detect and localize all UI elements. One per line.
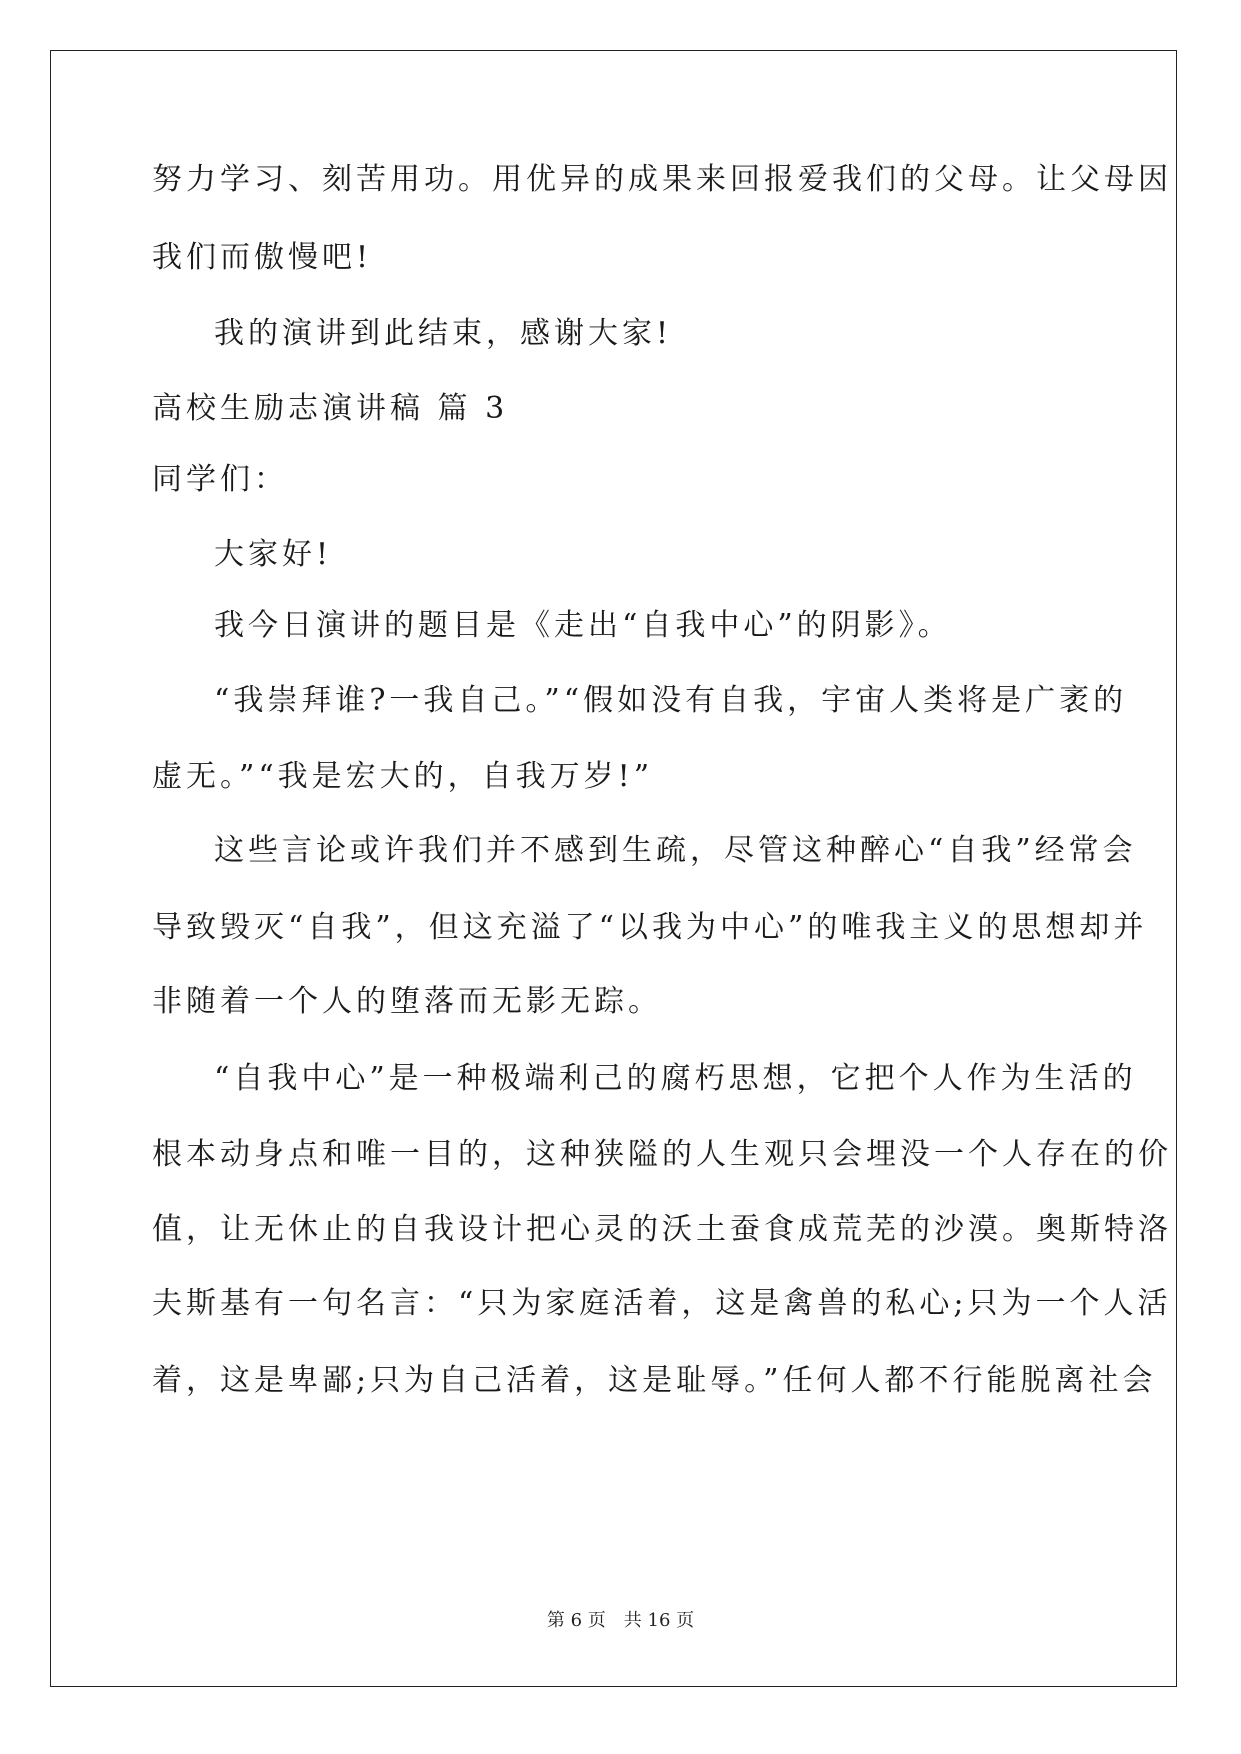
text-line-9: 虚无。”“我是宏大的，自我万岁!”: [152, 759, 654, 794]
text-line-16: 夫斯基有一句名言：“只为家庭活着，这是禽兽的私心;只为一个人活: [152, 1286, 1172, 1321]
text-line-5: 同学们：: [152, 462, 288, 497]
page-number: 第 6 页: [546, 1610, 606, 1631]
text-line-1: 努力学习、刻苦用功。用优异的成果来回报爱我们的父母。让父母因: [152, 162, 1172, 197]
text-line-8: “我崇拜谁?一我自己。”“假如没有自我，宇宙人类将是广袤的: [214, 683, 1128, 718]
text-line-12: 非随着一个人的堕落而无影无踪。: [152, 984, 662, 1019]
text-line-13: “自我中心”是一种极端利己的腐朽思想，它把个人作为生活的: [214, 1061, 1137, 1096]
text-line-7: 我今日演讲的题目是《走出“自我中心”的阴影》。: [214, 608, 952, 643]
text-line-6: 大家好!: [214, 537, 333, 572]
text-line-17: 着，这是卑鄙;只为自己活着，这是耻辱。”任何人都不行能脱离社会: [152, 1363, 1157, 1398]
text-line-10: 这些言论或许我们并不感到生疏，尽管这种醉心“自我”经常会: [214, 833, 1137, 868]
page-footer: [0, 1610, 1241, 1632]
text-line-15: 值，让无休止的自我设计把心灵的沃土蚕食成荒芜的沙漠。奥斯特洛: [152, 1212, 1172, 1247]
text-line-3: 我的演讲到此结束，感谢大家!: [214, 316, 673, 351]
section-heading: 高校生励志演讲稿 篇 3: [152, 391, 509, 426]
text-line-2: 我们而傲慢吧!: [152, 240, 373, 275]
text-line-11: 导致毁灭“自我”，但这充溢了“以我为中心”的唯我主义的思想却并: [152, 910, 1148, 945]
page-total: 共 16 页: [623, 1610, 695, 1631]
text-line-14: 根本动身点和唯一目的，这种狭隘的人生观只会埋没一个人存在的价: [152, 1137, 1172, 1172]
